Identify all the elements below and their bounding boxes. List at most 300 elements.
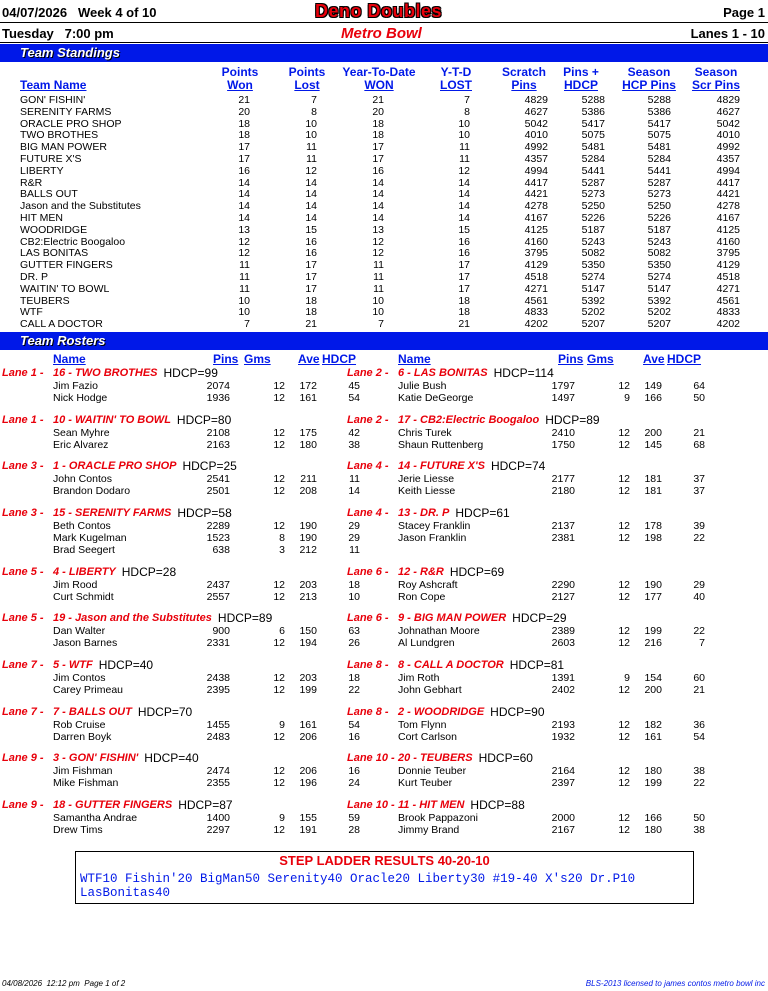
col-season-scr-2: Scr Pins [691, 78, 741, 92]
stat-cell: 14 [305, 188, 317, 201]
player-hdcp: 38 [693, 765, 705, 777]
col-name-right: Name [398, 352, 431, 366]
team-name-cell: WTF [20, 306, 43, 319]
stat-cell: 5274 [581, 271, 605, 283]
table-row [0, 271, 768, 283]
player-average: 175 [299, 427, 317, 439]
table-row [0, 153, 768, 165]
player-pins: 2557 [206, 591, 230, 603]
stat-cell: 5147 [647, 282, 671, 295]
week-label: Week 4 of 10 [78, 5, 157, 20]
col-season-hcp-1: Season [627, 65, 671, 79]
player-hdcp: 36 [693, 719, 705, 731]
table-row [0, 283, 768, 295]
player-average: 180 [644, 765, 662, 777]
player-games: 9 [624, 392, 630, 404]
player-hdcp: 50 [693, 812, 705, 824]
stat-cell: 14 [238, 212, 250, 224]
player-hdcp: 21 [693, 427, 705, 439]
player-name: Curt Schmidt [53, 591, 114, 603]
player-pins: 2410 [551, 427, 575, 439]
player-games: 12 [618, 731, 630, 743]
player-average: 203 [299, 579, 317, 591]
stat-cell: 14 [372, 212, 384, 224]
stat-cell: 12 [372, 247, 384, 260]
col-season-hcp-2: HCP Pins [622, 78, 676, 92]
col-ytd-won-1: Year-To-Date [342, 65, 416, 79]
stat-cell: 21 [305, 318, 317, 331]
team-hdcp: HDCP=28 [121, 565, 177, 579]
player-hdcp: 29 [348, 520, 360, 532]
stat-cell: 4518 [524, 271, 548, 283]
stat-cell: 5243 [647, 235, 671, 248]
team-hdcp: HDCP=89 [545, 413, 600, 427]
player-name: Jimmy Brand [398, 824, 460, 836]
team-title: 10 - WAITIN' TO BOWL [53, 414, 171, 426]
team-name-cell: WAITIN' TO BOWL [20, 282, 110, 295]
col-scratch-2: Pins [511, 78, 537, 92]
player-games: 12 [273, 637, 285, 649]
team-name-cell: LIBERTY [20, 164, 64, 177]
stat-cell: 5082 [647, 247, 671, 260]
player-name: Jason Franklin [398, 532, 467, 544]
player-games: 9 [279, 812, 285, 824]
league-title: Deno Doubles [315, 1, 443, 21]
player-games: 12 [618, 520, 630, 532]
player-average: 190 [644, 579, 662, 591]
player-name: Jason Barnes [53, 637, 118, 649]
lane-label: Lane 3 - [2, 460, 44, 472]
stat-cell: 10 [238, 294, 250, 307]
player-hdcp: 50 [693, 392, 705, 404]
player-name: Stacey Franklin [398, 520, 471, 532]
stat-cell: 18 [458, 294, 470, 307]
player-hdcp: 40 [693, 591, 705, 603]
stat-cell: 5147 [581, 282, 605, 295]
player-hdcp: 37 [693, 473, 705, 485]
stat-cell: 4357 [716, 153, 740, 165]
team-hdcp: HDCP=58 [177, 506, 232, 520]
player-name: Shaun Ruttenberg [398, 439, 484, 451]
stat-cell: 5202 [647, 306, 671, 319]
team-title: 6 - LAS BONITAS [398, 367, 488, 379]
stat-cell: 4417 [716, 176, 740, 189]
player-name: Ron Cope [398, 591, 446, 603]
player-games: 12 [273, 672, 285, 684]
team-hdcp: HDCP=40 [98, 658, 154, 672]
stat-cell: 12 [238, 247, 250, 260]
team-name-cell: FUTURE X'S [20, 153, 82, 165]
player-hdcp: 68 [693, 439, 705, 451]
player-name: Keith Liesse [398, 485, 456, 497]
stat-cell: 11 [239, 282, 250, 295]
player-hdcp: 45 [348, 380, 360, 392]
team-hdcp: HDCP=80 [176, 413, 232, 427]
stat-cell: 4833 [716, 306, 740, 319]
player-name: Mark Kugelman [53, 532, 127, 544]
team-name-cell: CALL A DOCTOR [20, 318, 103, 331]
player-hdcp: 38 [693, 824, 705, 836]
player-games: 9 [624, 672, 630, 684]
player-hdcp: 16 [348, 765, 360, 777]
team-name-cell: BALLS OUT [20, 188, 78, 201]
stat-cell: 5288 [647, 94, 671, 106]
stat-cell: 15 [458, 223, 470, 236]
player-name: Tom Flynn [398, 719, 447, 731]
team-hdcp: HDCP=99 [163, 366, 218, 380]
team-title: 18 - GUTTER FINGERS [53, 799, 173, 811]
team-name-cell: TEUBERS [20, 294, 70, 307]
player-hdcp: 11 [349, 544, 360, 556]
stat-cell: 11 [373, 282, 384, 295]
stat-cell: 10 [238, 306, 250, 319]
stat-cell: 5207 [647, 318, 671, 331]
player-name: Cort Carlson [398, 731, 457, 743]
lane-label: Lane 4 - [347, 460, 389, 472]
stat-cell: 17 [458, 271, 470, 283]
stat-cell: 4129 [524, 259, 548, 272]
player-average: 199 [644, 625, 662, 637]
player-games: 12 [273, 392, 285, 404]
team-title: 3 - GON' FISHIN' [53, 752, 139, 764]
team-name-cell: GON' FISHIN' [20, 94, 86, 106]
player-games: 12 [273, 579, 285, 591]
standings-bar [0, 44, 768, 62]
stat-cell: 4278 [524, 200, 548, 213]
stat-cell: 4561 [524, 294, 548, 307]
col-scratch-1: Scratch [501, 65, 547, 79]
stat-cell: 10 [305, 129, 317, 142]
stat-cell: 10 [458, 129, 470, 142]
player-hdcp: 7 [699, 637, 705, 649]
col-ytd-won-2: WON [364, 78, 394, 92]
stat-cell: 18 [372, 129, 384, 142]
player-pins: 2402 [551, 684, 575, 696]
player-pins: 2438 [206, 672, 230, 684]
player-average: 208 [299, 485, 317, 497]
center-name: Metro Bowl [341, 25, 422, 42]
stat-cell: 5417 [581, 117, 605, 130]
stat-cell: 7 [378, 318, 384, 331]
player-pins: 1497 [551, 392, 575, 404]
team-hdcp: HDCP=90 [490, 705, 545, 719]
stat-cell: 5207 [581, 318, 605, 331]
lane-label: Lane 10 - [347, 752, 395, 764]
stat-cell: 4627 [524, 105, 548, 118]
team-name-cell: R&R [20, 176, 43, 189]
player-name: Roy Ashcraft [398, 579, 458, 591]
stat-cell: 5202 [581, 306, 605, 319]
col-ytd-lost-2: LOST [440, 78, 472, 92]
lane-label: Lane 2 - [347, 414, 389, 426]
player-hdcp: 60 [693, 672, 705, 684]
player-hdcp: 54 [348, 719, 360, 731]
player-games: 9 [279, 719, 285, 731]
team-hdcp: HDCP=25 [182, 459, 237, 473]
player-average: 149 [644, 380, 662, 392]
stat-cell: 12 [458, 164, 470, 177]
stat-cell: 4160 [524, 235, 548, 248]
col-hdcp-right: HDCP [667, 352, 702, 366]
player-pins: 2483 [206, 731, 230, 743]
stat-cell: 16 [305, 235, 317, 248]
player-average: 155 [299, 812, 317, 824]
team-hdcp: HDCP=87 [178, 798, 233, 812]
team-name-cell: HIT MEN [20, 212, 63, 224]
stat-cell: 5042 [524, 117, 548, 130]
team-hdcp: HDCP=89 [217, 611, 273, 625]
player-games: 12 [618, 777, 630, 789]
team-hdcp: HDCP=81 [509, 658, 565, 672]
team-hdcp: HDCP=60 [478, 751, 533, 765]
player-pins: 2180 [551, 485, 575, 497]
stat-cell: 4202 [716, 318, 740, 331]
player-games: 8 [279, 532, 285, 544]
player-pins: 1391 [551, 672, 575, 684]
team-title: 19 - Jason and the Substitutes [53, 612, 212, 624]
player-average: 161 [299, 392, 317, 404]
stat-cell: 4271 [524, 282, 548, 295]
stat-cell: 13 [372, 223, 384, 236]
player-pins: 900 [212, 625, 230, 637]
stat-cell: 4271 [716, 282, 740, 295]
rosters-bar [0, 332, 768, 350]
player-pins: 1932 [551, 731, 575, 743]
player-average: 172 [299, 380, 317, 392]
player-name: Rob Cruise [53, 719, 106, 731]
lane-label: Lane 9 - [2, 799, 44, 811]
player-average: 181 [644, 485, 662, 497]
stat-cell: 16 [372, 164, 384, 177]
player-name: Chris Turek [398, 427, 452, 439]
player-average: 178 [644, 520, 662, 532]
table-row [0, 200, 768, 212]
player-pins: 1455 [206, 719, 230, 731]
player-average: 213 [299, 591, 317, 603]
team-name-cell: LAS BONITAS [20, 247, 89, 260]
player-average: 161 [644, 731, 662, 743]
player-average: 194 [299, 637, 317, 649]
player-games: 12 [618, 473, 630, 485]
player-name: Brook Pappazoni [398, 812, 478, 824]
stat-cell: 18 [458, 306, 470, 319]
stat-cell: 4160 [716, 235, 740, 248]
col-ytd-lost-1: Y-T-D [440, 65, 472, 79]
stat-cell: 4829 [716, 94, 740, 106]
stat-cell: 14 [305, 176, 317, 189]
player-pins: 2074 [206, 380, 230, 392]
team-hdcp: HDCP=88 [470, 798, 525, 812]
lanes-label: Lanes 1 - 10 [690, 26, 765, 41]
player-pins: 2108 [206, 427, 230, 439]
stat-cell: 10 [458, 117, 470, 130]
player-pins: 1936 [206, 392, 230, 404]
stat-cell: 4010 [524, 129, 548, 142]
player-average: 161 [299, 719, 317, 731]
player-name: Dan Walter [53, 625, 106, 637]
stat-cell: 11 [459, 153, 470, 165]
player-average: 182 [644, 719, 662, 731]
player-average: 190 [299, 532, 317, 544]
stat-cell: 4125 [524, 223, 548, 236]
stat-cell: 14 [238, 176, 250, 189]
team-title: 2 - WOODRIDGE [398, 706, 485, 718]
stat-cell: 16 [305, 247, 317, 260]
player-games: 12 [273, 777, 285, 789]
player-games: 12 [273, 591, 285, 603]
player-pins: 2395 [206, 684, 230, 696]
lane-label: Lane 5 - [2, 566, 44, 578]
stat-cell: 14 [372, 200, 384, 213]
player-pins: 2381 [551, 532, 575, 544]
team-hdcp: HDCP=74 [490, 459, 546, 473]
player-pins: 2193 [551, 719, 575, 731]
player-pins: 2331 [206, 637, 230, 649]
player-hdcp: 39 [693, 520, 705, 532]
col-hdcp-left: HDCP [322, 352, 357, 366]
stat-cell: 18 [238, 129, 250, 142]
stat-cell: 8 [311, 105, 317, 118]
player-name: Julie Bush [398, 380, 447, 392]
stat-cell: 14 [238, 200, 250, 213]
lane-label: Lane 5 - [2, 612, 44, 624]
col-points-won-2: Won [227, 78, 253, 92]
stat-cell: 5350 [581, 259, 605, 272]
player-pins: 2541 [206, 473, 230, 485]
stat-cell: 13 [238, 223, 250, 236]
stat-cell: 11 [373, 259, 384, 272]
player-games: 12 [618, 824, 630, 836]
player-hdcp: 26 [348, 637, 360, 649]
lane-label: Lane 1 - [2, 367, 44, 379]
team-title: 5 - WTF [53, 659, 93, 671]
table-row [0, 177, 768, 189]
lane-label: Lane 9 - [2, 752, 44, 764]
stat-cell: 5075 [647, 129, 671, 142]
step-ladder-results: WTF10 Fishin'20 BigMan50 Serenity40 Oracle20 Liberty30 #19-40 X's20 Dr.P10 LasBonitas40 [80, 872, 636, 900]
player-hdcp: 29 [348, 532, 360, 544]
col-pinshdcp-2: HDCP [563, 78, 598, 92]
player-pins: 2297 [206, 824, 230, 836]
player-average: 211 [300, 473, 317, 485]
player-games: 3 [279, 544, 285, 556]
stat-cell: 5273 [647, 188, 671, 201]
col-pinshdcp-1: Pins + [563, 65, 599, 79]
stat-cell: 5075 [581, 129, 605, 142]
stat-cell: 14 [372, 188, 384, 201]
lane-label: Lane 10 - [347, 799, 395, 811]
player-hdcp: 38 [348, 439, 360, 451]
stat-cell: 21 [458, 318, 470, 331]
stat-cell: 11 [306, 141, 317, 154]
player-average: 198 [644, 532, 662, 544]
player-pins: 2397 [551, 777, 575, 789]
player-average: 154 [644, 672, 662, 684]
table-row [0, 212, 768, 224]
stat-cell: 5481 [647, 141, 671, 154]
stat-cell: 17 [372, 153, 384, 165]
team-name-cell: SERENITY FARMS [20, 105, 112, 118]
stat-cell: 4421 [524, 188, 548, 201]
lane-label: Lane 7 - [2, 706, 44, 718]
player-games: 12 [618, 625, 630, 637]
player-pins: 2127 [551, 591, 575, 603]
stat-cell: 18 [305, 294, 317, 307]
player-pins: 638 [212, 544, 230, 556]
player-average: 191 [299, 824, 317, 836]
player-pins: 2437 [206, 579, 230, 591]
stat-cell: 4994 [524, 164, 548, 177]
player-average: 216 [644, 637, 662, 649]
stat-cell: 3795 [716, 247, 740, 260]
player-games: 12 [273, 731, 285, 743]
stat-cell: 5274 [647, 271, 671, 283]
player-pins: 2289 [206, 520, 230, 532]
player-average: 166 [644, 392, 662, 404]
lane-label: Lane 7 - [2, 659, 44, 671]
step-ladder-box [75, 851, 694, 904]
stat-cell: 5187 [581, 223, 605, 236]
player-average: 206 [299, 731, 317, 743]
team-title: 7 - BALLS OUT [53, 706, 132, 718]
player-hdcp: 22 [693, 625, 705, 637]
lane-label: Lane 8 - [347, 659, 389, 671]
player-average: 150 [299, 625, 317, 637]
stat-cell: 16 [458, 247, 470, 260]
player-name: Brad Seegert [53, 544, 115, 556]
stat-cell: 14 [458, 188, 470, 201]
lane-label: Lane 4 - [347, 507, 389, 519]
stat-cell: 15 [305, 223, 317, 236]
player-pins: 2167 [551, 824, 575, 836]
player-hdcp: 63 [348, 625, 360, 637]
team-title: 9 - BIG MAN POWER [398, 612, 507, 624]
stat-cell: 12 [372, 235, 384, 248]
player-average: 200 [644, 684, 662, 696]
player-hdcp: 64 [693, 380, 705, 392]
stat-cell: 14 [458, 200, 470, 213]
player-pins: 2163 [206, 439, 230, 451]
stat-cell: 5417 [647, 117, 671, 130]
player-hdcp: 54 [693, 731, 705, 743]
step-ladder-title: STEP LADDER RESULTS 40-20-10 [279, 853, 490, 868]
stat-cell: 16 [238, 164, 250, 177]
stat-cell: 4421 [716, 188, 740, 201]
col-ave-left: Ave [298, 352, 320, 366]
stat-cell: 5273 [581, 188, 605, 201]
table-row [0, 165, 768, 177]
table-row [0, 306, 768, 318]
stat-cell: 5392 [647, 294, 671, 307]
stat-cell: 7 [244, 318, 250, 331]
player-games: 12 [273, 520, 285, 532]
player-hdcp: 29 [693, 579, 705, 591]
team-name-cell: DR. P [20, 271, 49, 283]
player-pins: 2177 [551, 473, 575, 485]
player-hdcp: 24 [348, 777, 360, 789]
team-name-cell: Jason and the Substitutes [20, 200, 141, 213]
stat-cell: 5243 [581, 235, 605, 248]
stat-cell: 4129 [716, 259, 740, 272]
standings-title: Team Standings [20, 45, 120, 60]
player-pins: 1750 [551, 439, 575, 451]
player-pins: 2355 [206, 777, 230, 789]
player-name: Nick Hodge [53, 392, 108, 404]
col-name-left: Name [53, 352, 86, 366]
stat-cell: 17 [305, 271, 317, 283]
lane-label: Lane 2 - [347, 367, 389, 379]
player-hdcp: 11 [349, 473, 360, 485]
